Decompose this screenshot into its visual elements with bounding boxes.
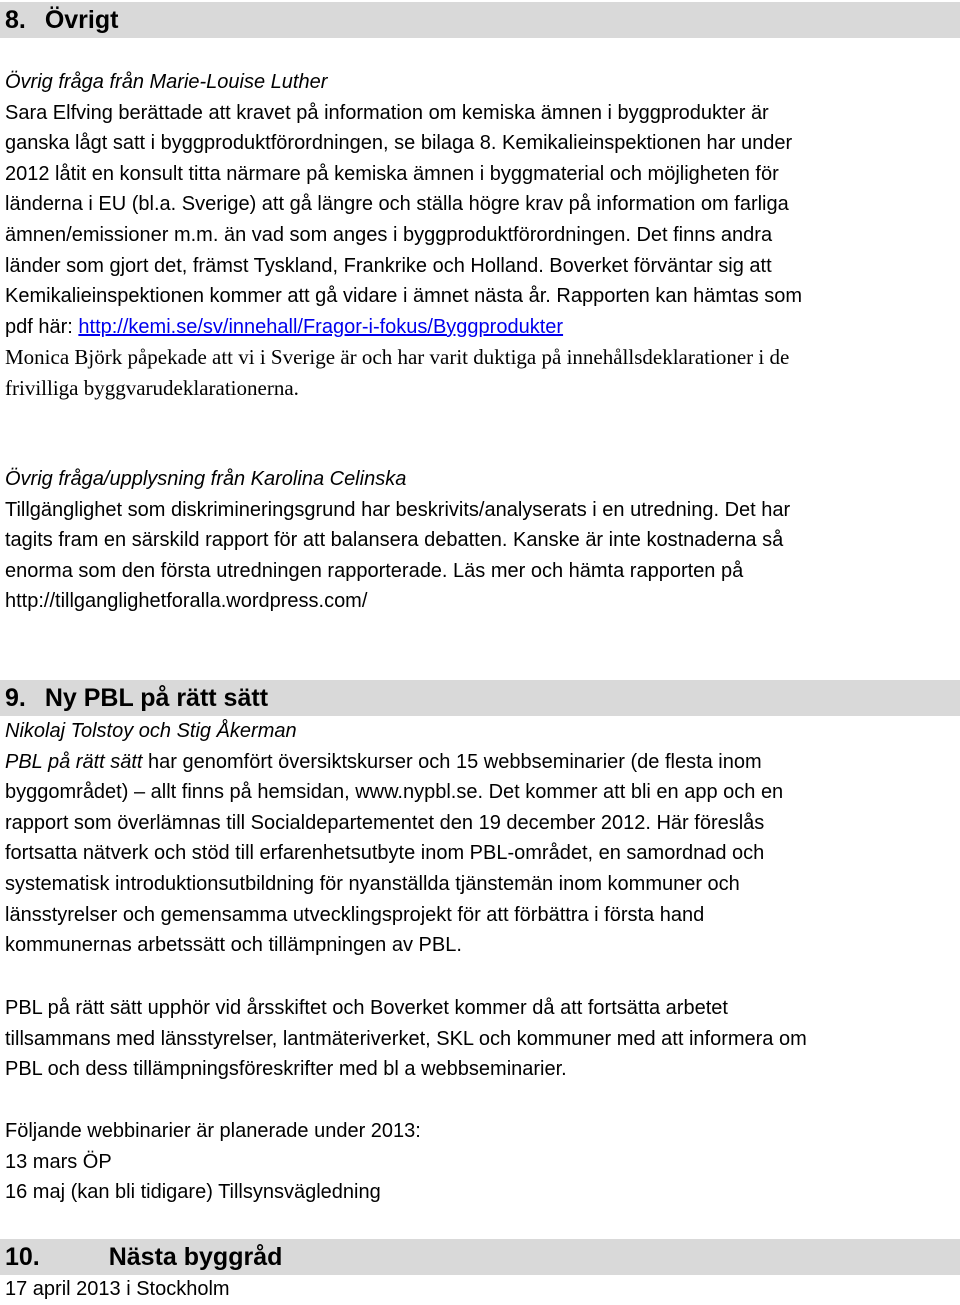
link-prefix: pdf här: [5, 315, 79, 338]
kemi-report-link[interactable]: http://kemi.se/sv/innehall/Fragor-i-fokus/Byggprodukter [78, 315, 564, 338]
para-1-line: systematisk introduktionsutbildning för nyanställda tjänstemän inom kommuner och [5, 872, 740, 895]
section-8-title: Övrigt [44, 6, 119, 34]
section-10-heading [5, 1239, 282, 1275]
item-2-url: http://tillganglighetforalla.wordpress.com/ [5, 590, 368, 613]
section-9-para-2 [5, 993, 955, 1085]
para-2-line: tillsammans med länsstyrelser, lantmäteriverket, SKL och kommuner med att informera om [5, 1027, 807, 1050]
item-2-heading: Övrig fråga/upplysning från Karolina Celinska [5, 468, 407, 490]
para-2-line: PBL och dess tillämpningsföreskrifter med bl a webbseminarier. [5, 1058, 567, 1081]
webinar-intro: Följande webbinarier är planerade under 2013: [5, 1120, 421, 1142]
section-9-number: 9. [5, 684, 26, 712]
para-1-line [5, 747, 955, 778]
section-9-heading [5, 680, 268, 716]
item-1-line: länder som gjort det, främst Tyskland, Frankrike och Holland. Boverket förväntar sig att [5, 254, 772, 277]
item-1-link-line [5, 312, 955, 343]
para-1-line: fortsatta nätverk och stöd till erfarenhetsutbyte inom PBL-området, en samordnad och [5, 842, 765, 865]
item-1-line: 2012 låtit en konsult titta närmare på kemiska ämnen i byggmaterial och möjligheten för [5, 162, 779, 185]
section-8-heading-bar [0, 2, 960, 38]
item-1-line: ämnen/emissioner m.m. än vad som anges i byggproduktförordningen. Det finns andra [5, 223, 773, 246]
para-1-line: rapport som överlämnas till Socialdepartementet den 19 december 2012. Här föreslås [5, 811, 765, 834]
section-9-title: Ny PBL på rätt sätt [44, 684, 269, 712]
webinar-item: 16 maj (kan bli tidigare) Tillsynsvägledning [5, 1181, 381, 1204]
webinar-item: 13 mars ÖP [5, 1150, 112, 1173]
para-1-line: kommunernas arbetssätt och tillämpningen av PBL. [5, 934, 462, 957]
item-1-line: Kemikalieinspektionen kommer att gå vidare i ämnet nästa år. Rapporten kan hämtas som [5, 285, 803, 308]
section-9-para-3 [5, 1116, 955, 1208]
item-2-line: enorma som den första utredningen rapporterade. Läs mer och hämta rapporten på [5, 559, 744, 582]
section-8-item-1 [5, 67, 955, 404]
item-2-line: Tillgänglighet som diskrimineringsgrund har beskrivits/analyserats i en utredning. Det har [5, 498, 791, 521]
section-10-title: Nästa byggråd [108, 1243, 283, 1271]
section-9-body [5, 716, 955, 961]
item-1-heading: Övrig fråga från Marie-Louise Luther [5, 71, 328, 93]
item-1-line: länderna i EU (bl.a. Sverige) att gå längre och ställa högre krav på information om farliga [5, 193, 789, 216]
section-10-number: 10. [5, 1243, 40, 1271]
para-1-line: länsstyrelser och gemensamma utvecklingsprojekt för att förbättra i första hand [5, 903, 705, 926]
pbl-italic-lead: PBL på rätt sätt [5, 750, 143, 773]
para-1-line: byggområdet) – allt finns på hemsidan, www.nypbl.se. Det kommer att bli en app och en [5, 781, 784, 804]
section-8-item-2 [5, 464, 955, 617]
section-8-heading [5, 2, 118, 38]
section-8-number: 8. [5, 6, 26, 34]
item-1-line: ganska lågt satt i byggproduktförordningen, se bilaga 8. Kemikalieinspektionen har under [5, 132, 793, 155]
para-1-line-rest: har genomfört översiktskurser och 15 webbseminarier (de flesta inom [142, 750, 762, 773]
presenters: Nikolaj Tolstoy och Stig Åkerman [5, 720, 297, 742]
item-1-line: Sara Elfving berättade att kravet på information om kemiska ämnen i byggprodukter är [5, 101, 769, 124]
item-2-line: tagits fram en särskild rapport för att balansera debatten. Kanske är inte kostnaderna så [5, 529, 784, 552]
para-2-line: PBL på rätt sätt upphör vid årsskiftet och Boverket kommer då att fortsätta arbetet [5, 997, 728, 1019]
monica-line: Monica Björk påpekade att vi i Sverige är och har varit duktiga på innehållsdeklarationer i de [5, 345, 790, 370]
section-10-body [5, 1274, 955, 1305]
monica-line: frivilliga byggvarudeklarationerna. [5, 375, 299, 400]
next-meeting-date: 17 april 2013 i Stockholm [5, 1278, 230, 1300]
